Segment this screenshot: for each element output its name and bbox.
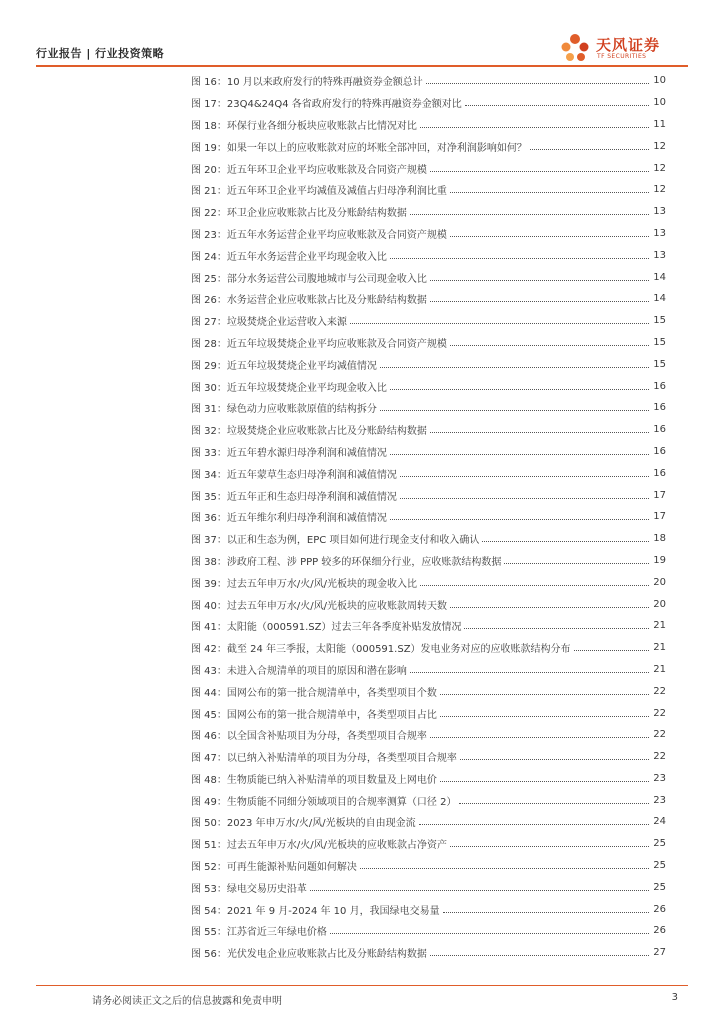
dot-leader — [310, 890, 649, 891]
figure-label: 图 36： — [191, 513, 227, 525]
dot-leader — [440, 716, 649, 717]
company-logo — [558, 28, 688, 70]
logo-company-name: 天风证券 — [596, 36, 661, 54]
dot-leader — [450, 846, 649, 847]
dot-leader — [504, 563, 649, 564]
dot-leader — [430, 301, 649, 302]
dot-leader — [430, 432, 649, 433]
toc-entry[interactable] — [191, 70, 666, 92]
figure-page-number: 15 — [653, 358, 666, 370]
dot-leader — [390, 258, 649, 259]
figure-label: 图 56： — [191, 949, 227, 961]
dot-leader — [420, 127, 649, 128]
figure-page-number: 23 — [653, 794, 666, 806]
figure-title: 以正和生态为例，EPC 项目如何进行现金支付和收入确认 — [226, 535, 480, 547]
figure-page-number: 23 — [653, 772, 666, 784]
figure-page-number: 14 — [653, 293, 666, 305]
figure-label: 图 28： — [191, 338, 227, 350]
figure-title: 近五年垃圾焚烧企业平均减值情况 — [226, 360, 377, 372]
figure-title: 过去五年申万水/火/风/光板块的应收账款周转天数 — [226, 600, 448, 612]
dot-leader — [530, 149, 649, 150]
figure-label: 图 23： — [191, 229, 227, 241]
toc-entry[interactable] — [191, 811, 666, 833]
dot-leader — [390, 519, 649, 520]
figure-page-number: 18 — [653, 533, 666, 545]
figure-label: 图 20： — [191, 164, 227, 176]
figure-title: 江苏省近三年绿电价格 — [226, 927, 327, 939]
figure-title: 近五年垃圾焚烧企业平均应收账款及合同资产规模 — [226, 338, 447, 350]
dot-leader — [400, 498, 649, 499]
figure-page-number: 11 — [653, 118, 666, 130]
toc-entry[interactable] — [191, 746, 666, 768]
toc-entry[interactable] — [191, 528, 666, 550]
figure-title: 环卫企业应收账款占比及分账龄结构数据 — [226, 208, 407, 220]
figure-label: 图 26： — [191, 295, 227, 307]
figure-label: 图 48： — [191, 774, 227, 786]
figure-page-number: 16 — [653, 402, 666, 414]
figure-label: 图 35： — [191, 491, 227, 503]
dot-leader — [430, 280, 649, 281]
figure-page-number: 25 — [653, 860, 666, 872]
figure-label: 图 33： — [191, 447, 227, 459]
figure-title: 水务运营企业应收账款占比及分账龄结构数据 — [226, 295, 427, 307]
figure-title: 2021 年 9 月-2024 年 10 月，我国绿电交易量 — [226, 905, 440, 917]
page-number: 3 — [671, 992, 678, 1003]
figure-label: 图 30： — [191, 382, 227, 394]
dot-leader — [450, 236, 649, 237]
footer-divider — [36, 985, 688, 986]
dot-leader — [440, 694, 649, 695]
toc-entry[interactable] — [191, 157, 666, 179]
figure-label: 图 17： — [191, 99, 227, 111]
toc-entry[interactable] — [191, 288, 666, 310]
figure-label: 图 43： — [191, 665, 227, 677]
figure-label: 图 18： — [191, 120, 227, 132]
figure-label: 图 22： — [191, 208, 227, 220]
toc-entry[interactable] — [191, 484, 666, 506]
figure-page-number: 21 — [653, 642, 666, 654]
dot-leader — [574, 650, 649, 651]
toc-entry[interactable] — [191, 876, 666, 898]
figure-title: 23Q4&24Q4 各省政府发行的特殊再融资券金额对比 — [226, 99, 462, 111]
figure-page-number: 16 — [653, 467, 666, 479]
figure-title: 涉政府工程、涉 PPP 较多的环保细分行业，应收账款结构数据 — [226, 556, 502, 568]
dot-leader — [380, 410, 649, 411]
figure-title: 近五年蒙草生态归母净利润和减值情况 — [226, 469, 397, 481]
dot-leader — [360, 868, 649, 869]
logo-company-subtitle: TF SECURITIES — [597, 53, 647, 60]
figure-title: 绿色动力应收账款原值的结构拆分 — [226, 404, 377, 416]
dot-leader — [430, 171, 649, 172]
dot-leader — [330, 933, 649, 934]
toc-entry[interactable] — [191, 397, 666, 419]
toc-entry[interactable] — [191, 462, 666, 484]
dot-leader — [430, 955, 649, 956]
figure-label: 图 31： — [191, 404, 227, 416]
dot-leader — [410, 214, 649, 215]
figure-label: 图 49： — [191, 796, 227, 808]
figure-title: 近五年碧水源归母净利润和减值情况 — [226, 447, 387, 459]
figure-title: 近五年环卫企业平均减值及减值占归母净利润比重 — [226, 186, 447, 198]
figure-label: 图 54： — [191, 905, 227, 917]
toc-entry[interactable] — [191, 615, 666, 637]
figure-title: 近五年水务运营企业平均现金收入比 — [226, 251, 387, 263]
figure-page-number: 24 — [653, 816, 666, 828]
toc-entry[interactable] — [191, 92, 666, 114]
figure-title: 近五年垃圾焚烧企业平均现金收入比 — [226, 382, 387, 394]
figure-label: 图 51： — [191, 840, 227, 852]
figure-page-number: 26 — [653, 903, 666, 915]
figure-page-number: 22 — [653, 685, 666, 697]
figure-title: 近五年正和生态归母净利润和减值情况 — [226, 491, 397, 503]
figure-page-number: 10 — [653, 75, 666, 87]
dot-leader — [443, 912, 649, 913]
toc-entry[interactable] — [191, 855, 666, 877]
toc-entry[interactable] — [191, 920, 666, 942]
dot-leader — [410, 672, 649, 673]
figure-page-number: 16 — [653, 445, 666, 457]
figure-page-number: 12 — [653, 140, 666, 152]
figure-page-number: 15 — [653, 336, 666, 348]
figure-page-number: 12 — [653, 162, 666, 174]
figure-label: 图 37： — [191, 535, 227, 547]
toc-entry[interactable] — [191, 942, 666, 964]
figure-page-number: 22 — [653, 707, 666, 719]
figure-page-number: 13 — [653, 206, 666, 218]
figure-label: 图 25： — [191, 273, 227, 285]
figure-label: 图 52： — [191, 862, 227, 874]
toc-entry[interactable] — [191, 833, 666, 855]
dot-leader — [440, 781, 649, 782]
figure-page-number: 21 — [653, 620, 666, 632]
figure-title: 近五年环卫企业平均应收账款及合同资产规模 — [226, 164, 427, 176]
figure-label: 图 41： — [191, 622, 227, 634]
toc-entry[interactable] — [191, 244, 666, 266]
toc-entry[interactable] — [191, 789, 666, 811]
page-header — [36, 28, 688, 68]
toc-entry[interactable] — [191, 375, 666, 397]
figure-title: 环保行业各细分板块应收账款占比情况对比 — [226, 120, 417, 132]
toc-entry[interactable] — [191, 179, 666, 201]
figure-page-number: 13 — [653, 249, 666, 261]
disclaimer-text: 请务必阅读正文之后的信息披露和免责申明 — [92, 996, 282, 1007]
figure-title: 部分水务运营公司腹地城市与公司现金收入比 — [226, 273, 427, 285]
figure-page-number: 16 — [653, 424, 666, 436]
figure-page-number: 16 — [653, 380, 666, 392]
dot-leader — [426, 83, 649, 84]
figure-page-number: 22 — [653, 751, 666, 763]
toc-entry[interactable] — [191, 724, 666, 746]
toc-entry[interactable] — [191, 114, 666, 136]
figure-label: 图 16： — [191, 77, 227, 89]
toc-entry[interactable] — [191, 332, 666, 354]
toc-entry[interactable] — [191, 223, 666, 245]
figure-label: 图 32： — [191, 426, 227, 438]
dot-leader — [350, 323, 649, 324]
figure-title: 国网公布的第一批合规清单中，各类型项目个数 — [226, 687, 437, 699]
figure-page-number: 21 — [653, 663, 666, 675]
figure-title: 垃圾焚烧企业运营收入来源 — [226, 317, 347, 329]
figure-title: 光伏发电企业应收账款占比及分账龄结构数据 — [226, 949, 427, 961]
figure-label: 图 21： — [191, 186, 227, 198]
figure-label: 图 50： — [191, 818, 227, 830]
dot-leader — [380, 367, 649, 368]
dot-leader — [460, 759, 649, 760]
figure-title: 过去五年申万水/火/风/光板块的现金收入比 — [226, 578, 418, 590]
figure-list — [191, 70, 666, 964]
toc-entry[interactable] — [191, 441, 666, 463]
figure-label: 图 39： — [191, 578, 227, 590]
figure-title: 未进入合规清单的项目的原因和潜在影响 — [226, 665, 407, 677]
figure-label: 图 27： — [191, 317, 227, 329]
figure-label: 图 47： — [191, 753, 227, 765]
figure-page-number: 26 — [653, 925, 666, 937]
dot-leader — [464, 628, 649, 629]
header-divider — [36, 65, 688, 67]
toc-entry[interactable] — [191, 571, 666, 593]
dot-leader — [400, 476, 649, 477]
dot-leader — [390, 389, 649, 390]
dot-leader — [450, 345, 649, 346]
figure-label: 图 42： — [191, 644, 227, 656]
figure-title: 国网公布的第一批合规清单中，各类型项目占比 — [226, 709, 437, 721]
toc-entry[interactable] — [191, 506, 666, 528]
toc-entry[interactable] — [191, 898, 666, 920]
figure-page-number: 13 — [653, 227, 666, 239]
figure-page-number: 22 — [653, 729, 666, 741]
toc-entry[interactable] — [191, 201, 666, 223]
figure-title: 2023 年申万水/火/风/光板块的自由现金流 — [226, 818, 416, 830]
figure-label: 图 44： — [191, 687, 227, 699]
figure-page-number: 10 — [653, 97, 666, 109]
figure-page-number: 20 — [653, 576, 666, 588]
dot-leader — [459, 803, 649, 804]
toc-entry[interactable] — [191, 419, 666, 441]
toc-entry[interactable] — [191, 550, 666, 572]
toc-entry[interactable] — [191, 266, 666, 288]
figure-title: 可再生能源补贴问题如何解决 — [226, 862, 357, 874]
figure-title: 10 月以来政府发行的特殊再融资券金额总计 — [226, 77, 423, 89]
figure-label: 图 46： — [191, 731, 227, 743]
toc-entry[interactable] — [191, 593, 666, 615]
dot-leader — [420, 585, 649, 586]
figure-title: 以已纳入补贴清单的项目为分母，各类型项目合规率 — [226, 753, 457, 765]
figure-page-number: 17 — [653, 511, 666, 523]
figure-label: 图 55： — [191, 927, 227, 939]
figure-title: 绿电交易历史沿革 — [226, 883, 307, 895]
toc-entry[interactable] — [191, 659, 666, 681]
figure-title: 太阳能（000591.SZ）过去三年各季度补贴发放情况 — [226, 622, 462, 634]
dot-leader — [419, 824, 649, 825]
figure-label: 图 19： — [191, 142, 227, 154]
figure-title: 过去五年申万水/火/风/光板块的应收账款占净资产 — [226, 840, 448, 852]
toc-entry[interactable] — [191, 680, 666, 702]
figure-title: 生物质能已纳入补贴清单的项目数量及上网电价 — [226, 774, 437, 786]
dot-leader — [450, 192, 649, 193]
toc-entry[interactable] — [191, 353, 666, 375]
dot-leader — [482, 541, 649, 542]
toc-entry[interactable] — [191, 310, 666, 332]
dot-leader — [465, 105, 649, 106]
toc-entry[interactable] — [191, 768, 666, 790]
tf-securities-logo-icon — [558, 30, 592, 64]
figure-page-number: 15 — [653, 315, 666, 327]
figure-title: 垃圾焚烧企业应收账款占比及分账龄结构数据 — [226, 426, 427, 438]
figure-label: 图 38： — [191, 556, 227, 568]
figure-page-number: 25 — [653, 881, 666, 893]
dot-leader — [430, 737, 649, 738]
figure-label: 图 24： — [191, 251, 227, 263]
figure-title: 近五年维尔利归母净利润和减值情况 — [226, 513, 387, 525]
dot-leader — [390, 454, 649, 455]
figure-title: 近五年水务运营企业平均应收账款及合同资产规模 — [226, 229, 447, 241]
figure-label: 图 29： — [191, 360, 227, 372]
figure-page-number: 19 — [653, 554, 666, 566]
figure-title: 截至 24 年三季报，太阳能（000591.SZ）发电业务对应的应收账款结构分布 — [226, 644, 571, 656]
figure-label: 图 53： — [191, 883, 227, 895]
figure-page-number: 17 — [653, 489, 666, 501]
toc-entry[interactable] — [191, 637, 666, 659]
figure-page-number: 20 — [653, 598, 666, 610]
figure-page-number: 12 — [653, 184, 666, 196]
figure-page-number: 25 — [653, 838, 666, 850]
figure-label: 图 40： — [191, 600, 227, 612]
figure-title: 以全国含补贴项目为分母，各类型项目合规率 — [226, 731, 427, 743]
figure-label: 图 45： — [191, 709, 227, 721]
report-category-title: 行业报告 | 行业投资策略 — [36, 47, 165, 60]
toc-entry[interactable] — [191, 702, 666, 724]
dot-leader — [450, 607, 649, 608]
figure-page-number: 27 — [653, 947, 666, 959]
figure-page-number: 14 — [653, 271, 666, 283]
figure-label: 图 34： — [191, 469, 227, 481]
figure-title: 生物质能不同细分领域项目的合规率测算（口径 2） — [226, 796, 457, 808]
toc-entry[interactable] — [191, 135, 666, 157]
figure-title: 如果一年以上的应收账款对应的坏账全部冲回，对净利润影响如何？ — [226, 142, 527, 154]
